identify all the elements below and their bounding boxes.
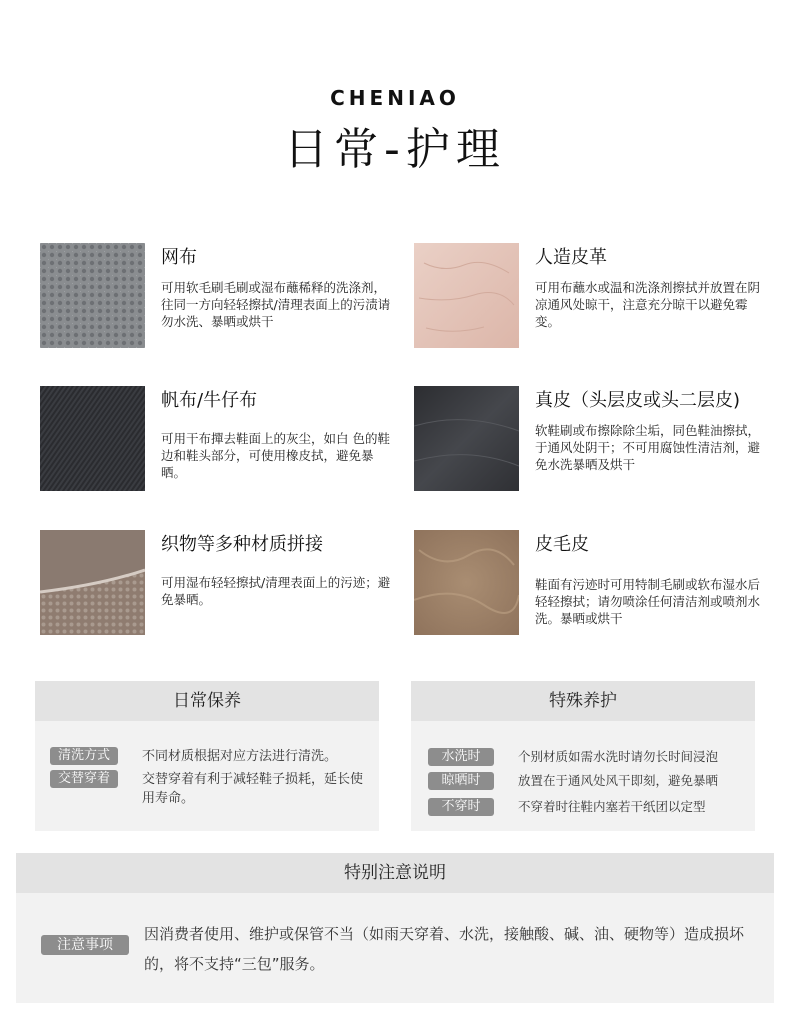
material-desc: 可用干布撣去鞋面上的灰尘，如白 色的鞋边和鞋头部分，可使用橡皮拭，避免暴晒。 [161,431,390,480]
material-card-mesh [40,243,400,349]
material-desc: 可用软毛刷毛刷或湿布蘸稀释的洗涤剂，往同一方向轻轻擦拭/清理表面上的污渍请勿水洗、暴晒或烘干 [161,280,391,329]
mesh-swatch-image [40,243,145,348]
material-desc: 可用湿布轻轻擦拭/清理表面上的污迹；避免暴晒。 [161,575,391,607]
material-card-canvas [40,386,400,492]
fur-leather-swatch-image [414,530,519,635]
special-text: 放置在于通风处风干即刻，避免暴晒 [518,773,719,788]
notice-tag: 注意事项 [41,935,129,955]
daily-tag: 清洗方式 [50,747,118,765]
notice-panel [16,853,774,1003]
daily-text: 交替穿着有利于减轻鞋子损耗，延长使用寿命。 [142,772,364,806]
material-name: 织物等多种材质拼接 [161,534,323,555]
material-desc: 鞋面有污迹时可用特制毛刷或软布湿水后轻轻擦拭；请勿喷涂任何清洁剂或喷剂水洗。暴晒或烘干 [535,577,761,626]
material-card-faux-leather [414,243,774,349]
notice-text: 因消费者使用、维护或保管不当（如雨天穿着、水洗，接触酸、碱、油、硬物等）造成损坏的，将不支持“三包”服务。 [144,925,745,973]
leather-swatch-image [414,386,519,491]
material-card-mixed-fabric [40,530,400,636]
daily-text: 不同材质根据对应方法进行清洗。 [142,749,338,764]
faux-leather-swatch-image [414,243,519,348]
daily-care-panel [35,681,379,831]
special-tag: 水洗时 [428,748,494,766]
mixed-fabric-swatch-image [40,530,145,635]
special-care-panel [411,681,755,831]
material-name: 网布 [161,247,197,268]
material-name: 真皮（头层皮或头二层皮) [535,390,741,411]
notice-title: 特别注意说明 [16,853,774,893]
material-card-genuine-leather [414,386,774,492]
special-tag: 晾晒时 [428,772,494,790]
brand-logo: CHENIAO [330,86,460,110]
material-card-fur-leather [414,530,774,636]
daily-tag: 交替穿着 [50,770,118,788]
material-name: 人造皮革 [535,247,607,268]
special-tag: 不穿时 [428,798,494,816]
material-name: 皮毛皮 [535,534,589,555]
canvas-swatch-image [40,386,145,491]
material-desc: 可用布蘸水或温和洗涤剂擦拭并放置在阴凉通风处晾干，注意充分晾干以避免霉变。 [535,280,761,329]
special-text: 个别材质如需水洗时请勿长时间浸泡 [518,749,719,764]
special-care-title: 特殊养护 [411,681,755,721]
special-text: 不穿着时往鞋内塞若干纸团以定型 [518,799,706,814]
material-desc: 软鞋刷或布擦除除尘垢，同色鞋油擦拭，于通风处阴干；不可用腐蚀性清洁剂，避免水洗暴晒及烘干 [535,423,761,472]
daily-care-title: 日常保养 [35,681,379,721]
page-title: 日常-护理 [284,124,506,175]
material-name: 帆布/牛仔布 [161,390,258,411]
